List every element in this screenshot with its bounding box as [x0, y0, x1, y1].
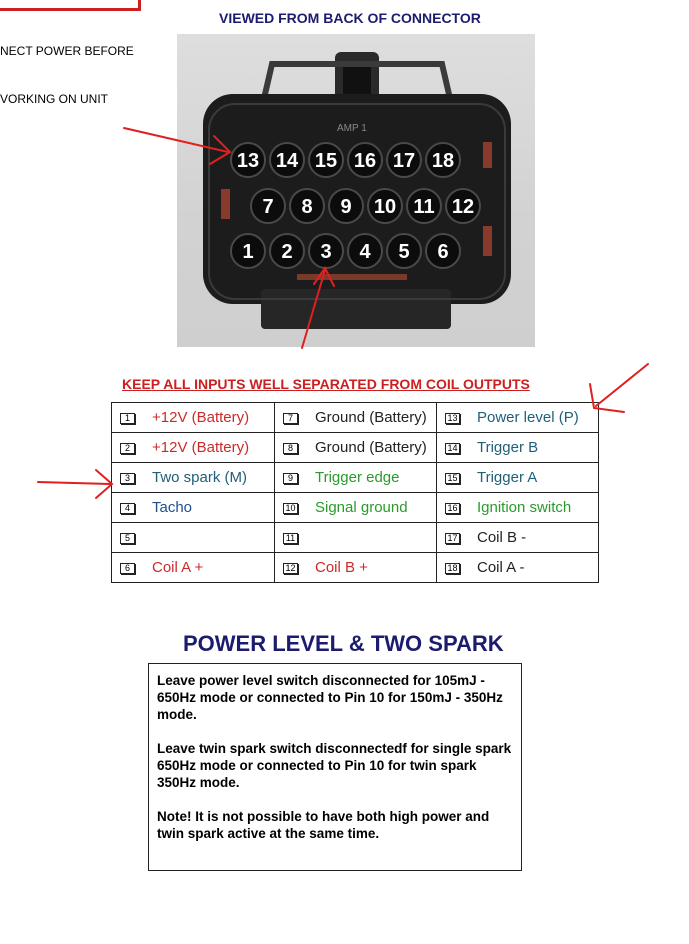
pin-hole-label: 12	[451, 196, 475, 218]
pin-number-box: 1	[120, 413, 135, 424]
pin-hole-label: 6	[437, 241, 449, 263]
pin-hole-label: 15	[314, 150, 338, 172]
connector-stamp: AMP 1	[337, 123, 367, 134]
connector-lower-lip	[261, 289, 451, 329]
pin-label: Coil B -	[477, 529, 527, 546]
pin-number-box: 18	[445, 563, 460, 574]
note-warning: Note! It is not possible to have both high power and twin spark active at the same time.	[157, 809, 490, 841]
pin-cell	[275, 433, 437, 463]
table-row	[112, 433, 599, 463]
connector-key-right-bottom	[483, 226, 492, 256]
pin-label: Coil A -	[477, 559, 525, 576]
pin-label: +12V (Battery)	[152, 439, 250, 456]
separation-warning-title: KEEP ALL INPUTS WELL SEPARATED FROM COIL OUTPUTS	[122, 376, 530, 392]
table-row	[112, 403, 599, 433]
pin-label: Ignition switch	[477, 499, 572, 516]
warning-line-2: VORKING ON UNIT	[0, 92, 109, 106]
pin-label: Coil B +	[315, 559, 368, 576]
warning-box-border	[0, 0, 141, 11]
pin-number-box: 17	[445, 533, 460, 544]
pin-number-box: 12	[283, 563, 298, 574]
pin-label: +12V (Battery)	[152, 409, 250, 426]
connector-key-left	[221, 189, 230, 219]
pin-hole-label: 7	[262, 196, 274, 218]
pin-hole-label: 13	[236, 150, 260, 172]
pin-number-box: 9	[283, 473, 298, 484]
pin-label: Two spark (M)	[152, 469, 248, 486]
power-level-title: POWER LEVEL & TWO SPARK	[183, 631, 504, 656]
mode-notes-box	[148, 663, 522, 871]
pin-cell	[275, 403, 437, 433]
pin-cell	[275, 493, 437, 523]
red-arrow-icon	[38, 470, 112, 498]
connector-key-right-top	[483, 142, 492, 168]
pin-hole-label: 8	[301, 196, 313, 218]
pin-number-box: 11	[283, 533, 298, 544]
pin-number-box: 4	[120, 503, 135, 514]
pin-label: Signal ground	[315, 499, 408, 516]
pin-number-box: 14	[445, 443, 460, 454]
pin-hole-label: 9	[340, 196, 352, 218]
pin-hole-label: 5	[398, 241, 410, 263]
pin-number-box: 15	[445, 473, 460, 484]
pinout-table	[111, 402, 599, 583]
pin-cell	[112, 553, 275, 583]
pin-label: Ground (Battery)	[315, 439, 427, 456]
pin-cell	[437, 463, 599, 493]
pin-hole-label: 18	[431, 150, 455, 172]
pin-cell	[275, 463, 437, 493]
pin-number-box: 5	[120, 533, 135, 544]
pin-number-box: 6	[120, 563, 135, 574]
pin-cell	[437, 523, 599, 553]
pin-hole-label: 14	[275, 150, 299, 172]
pin-cell	[437, 553, 599, 583]
pin-label: Ground (Battery)	[315, 409, 427, 426]
table-row	[112, 463, 599, 493]
pin-label: Power level (P)	[477, 409, 579, 426]
pin-hole-label: 11	[413, 196, 435, 218]
warning-text	[0, 11, 150, 123]
table-row	[112, 493, 599, 523]
note-power-level: Leave power level switch disconnected for 105mJ - 650Hz mode or connected to Pin 10 for 150mJ - 350Hz mode.	[157, 673, 503, 722]
pin-label: Trigger B	[477, 439, 539, 456]
pin-hole-label: 1	[242, 241, 254, 263]
pin-number-box: 13	[445, 413, 460, 424]
pin-hole-label: 10	[373, 196, 397, 218]
note-twin-spark: Leave twin spark switch disconnectedf for single spark 650Hz mode or connected to Pin 10 for twin spark 350Hz mode.	[157, 741, 512, 790]
pin-cell	[275, 523, 437, 553]
pin-cell	[112, 493, 275, 523]
pin-number-box: 7	[283, 413, 298, 424]
pin-cell	[437, 493, 599, 523]
warning-line-1: NECT POWER BEFORE	[0, 44, 134, 58]
pin-hole-label: 3	[320, 241, 332, 263]
pin-label: Trigger A	[477, 469, 538, 486]
connector-key-bottom	[297, 274, 407, 280]
pin-cell	[437, 433, 599, 463]
pin-cell	[112, 523, 275, 553]
connector-illustration	[177, 34, 535, 347]
pin-cell	[112, 433, 275, 463]
connector-photo	[177, 34, 535, 347]
pin-hole-label: 4	[359, 241, 371, 263]
connector-view-title: VIEWED FROM BACK OF CONNECTOR	[219, 10, 481, 26]
pin-number-box: 2	[120, 443, 135, 454]
pin-cell	[112, 403, 275, 433]
pin-cell	[275, 553, 437, 583]
pin-label: Tacho	[152, 499, 193, 516]
pin-number-box: 8	[283, 443, 298, 454]
pin-hole-label: 17	[392, 150, 416, 172]
pin-label: Trigger edge	[315, 469, 400, 486]
table-row	[112, 553, 599, 583]
pin-number-box: 16	[445, 503, 460, 514]
pin-hole-label: 16	[353, 150, 377, 172]
pin-number-box: 10	[283, 503, 298, 514]
pin-label: Coil A +	[152, 559, 204, 576]
pin-number-box: 3	[120, 473, 135, 484]
pin-cell	[437, 403, 599, 433]
pin-hole-label: 2	[281, 241, 293, 263]
table-row	[112, 523, 599, 553]
pin-cell	[112, 463, 275, 493]
